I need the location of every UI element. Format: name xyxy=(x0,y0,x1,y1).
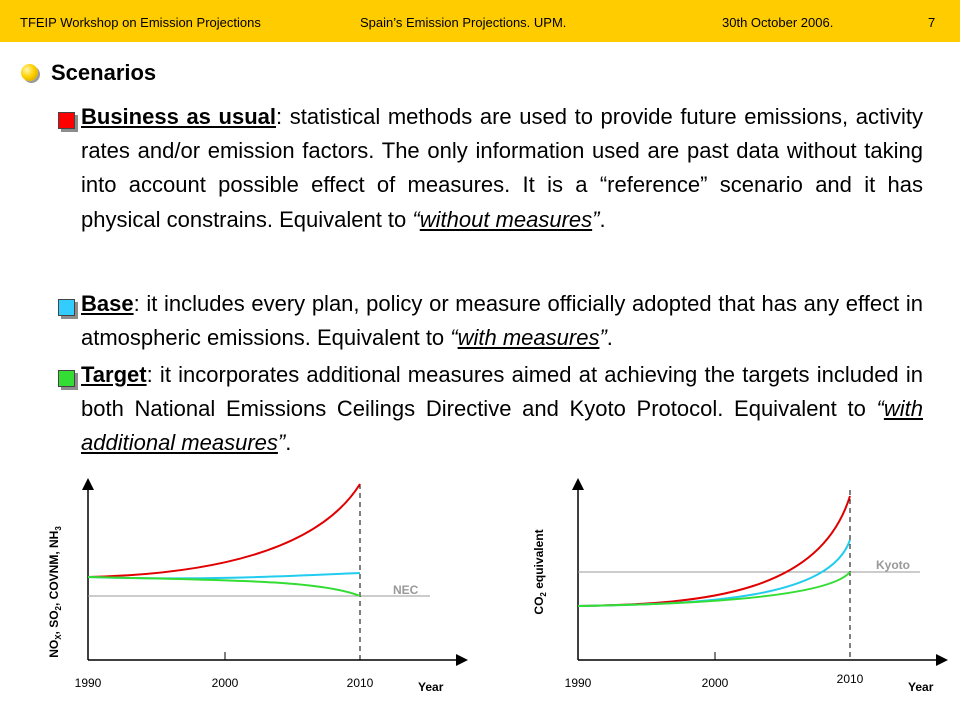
ceiling-label: Kyoto xyxy=(876,558,910,572)
emissions-chart-nec-svg xyxy=(30,470,470,700)
scenario-quote: without measures xyxy=(419,206,593,232)
section-title: Scenarios xyxy=(51,60,157,85)
scenario-end: . xyxy=(285,430,292,456)
scenario-bau-paragraph xyxy=(81,100,923,237)
scenario-quote: with additional measures xyxy=(81,396,923,456)
x-axis-label: Year xyxy=(418,680,444,694)
ceiling-label: NEC xyxy=(393,583,419,597)
x-tick-label-1990: 1990 xyxy=(74,676,102,690)
scenario-end: . xyxy=(599,206,606,232)
scenario-term: Business as usual xyxy=(81,104,276,129)
x-tick-label-2010: 2010 xyxy=(836,672,864,686)
presentation-date: 30th October 2006. xyxy=(722,15,834,30)
scenario-text: : it incorporates additional measures aimed at achieving the targets included in both National Emissions Ceilings Directive and Kyoto Protocol. Equivalent to xyxy=(81,362,923,422)
x-tick-label-1990: 1990 xyxy=(564,676,592,690)
scenario-base-paragraph xyxy=(81,287,923,355)
y-axis-label: $NO_X$, $SO_2$, COVNM, $NH_3$ xyxy=(47,526,63,658)
emissions-chart-nec xyxy=(30,470,470,700)
scenario-end: . xyxy=(606,325,613,351)
target-curve xyxy=(88,577,360,596)
x-tick-label-2010: 2010 xyxy=(346,676,374,690)
page-number: 7 xyxy=(928,15,936,30)
scenario-text: : statistical methods are used to provide future emissions, activity rates and/or emission factors. The only information used are past data without taking into account possible effect of measures. It is a “reference” scenario and it has physical constrains. Equivalent to xyxy=(81,104,923,232)
scenario-text: : it includes every plan, policy or measure officially adopted that has any effect in atmospheric emissions. Equivalent to xyxy=(81,291,923,351)
blue-square-bullet-icon xyxy=(58,299,75,316)
workshop-title: TFEIP Workshop on Emission Projections xyxy=(20,15,261,30)
x-tick-label-2000: 2000 xyxy=(211,676,239,690)
green-square-bullet-icon xyxy=(58,370,75,387)
emissions-chart-kyoto-svg xyxy=(510,470,950,700)
presentation-title: Spain’s Emission Projections. UPM. xyxy=(360,15,567,30)
target-curve xyxy=(578,572,850,606)
scenario-term: Base xyxy=(81,291,134,316)
slide-header xyxy=(0,0,960,42)
scenario-quote: with measures xyxy=(457,325,600,351)
x-axis-label: Year xyxy=(908,680,934,694)
x-tick-label-2000: 2000 xyxy=(701,676,729,690)
emissions-chart-kyoto xyxy=(510,470,950,700)
quote-close: ” xyxy=(599,325,607,351)
section-bullet-icon xyxy=(21,64,38,81)
scenario-target-paragraph xyxy=(81,358,923,461)
quote-close: ” xyxy=(592,206,600,232)
bau-curve xyxy=(88,484,360,577)
scenario-term: Target xyxy=(81,362,147,387)
y-axis-label: $CO_2$ equivalent xyxy=(532,529,548,615)
red-square-bullet-icon xyxy=(58,112,75,129)
quote-open: “ xyxy=(450,325,458,351)
quote-close: ” xyxy=(277,430,286,456)
quote-open: “ xyxy=(876,396,884,422)
quote-open: “ xyxy=(412,206,420,232)
